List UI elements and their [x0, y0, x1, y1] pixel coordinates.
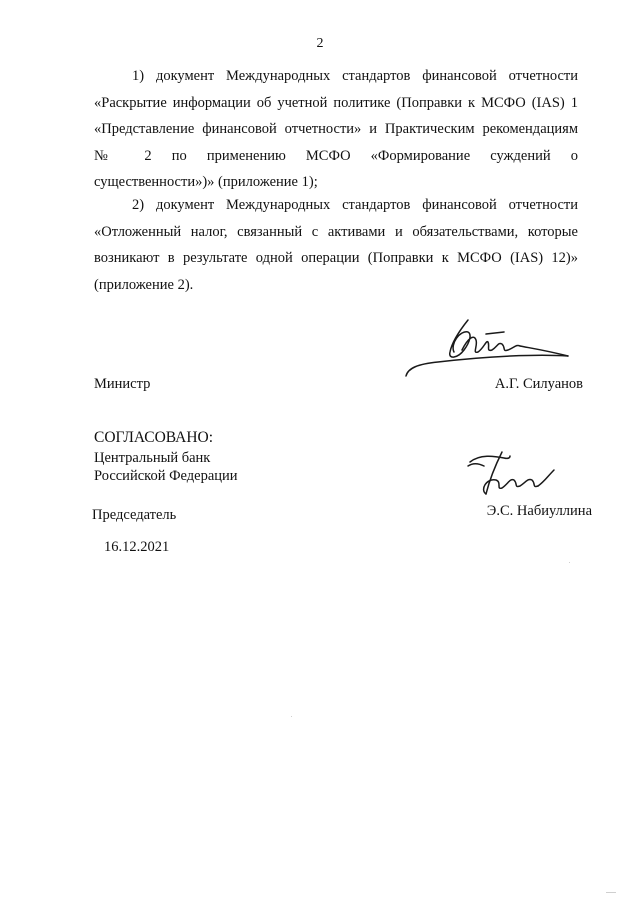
scan-speck — [569, 562, 570, 563]
approved-title: СОГЛАСОВАНО: — [94, 429, 214, 446]
scan-speck — [606, 892, 616, 893]
approval-block — [94, 429, 238, 486]
chair-label: Председатель — [92, 507, 177, 523]
chair-signature — [466, 448, 562, 500]
list-item-2-line-1: 2) документ Международных стандартов финансовой отчетности — [132, 197, 578, 213]
chair-name: Э.С. Набиуллина — [486, 503, 592, 519]
list-item-2-line-3: возникают в результате одной операции (Поправки к МСФО (IAS) 12)» — [94, 250, 578, 266]
page-number: 2 — [316, 36, 324, 51]
list-item-1-line-2: «Раскрытие информации об учетной политике (Поправки к МСФО (IAS) 1 — [94, 94, 578, 111]
list-item-2 — [94, 192, 578, 298]
minister-signature — [398, 312, 578, 384]
list-item-1-line-5: существенности»)» (приложение 1); — [94, 174, 318, 190]
list-item-1 — [94, 63, 578, 196]
approved-org-line-2: Российской Федерации — [94, 468, 238, 484]
minister-label: Министр — [94, 376, 151, 392]
list-item-2-line-4: (приложение 2). — [94, 276, 194, 293]
list-item-1-line-4: № 2 по применению МСФО «Формирование суждений о — [94, 147, 578, 164]
approved-org-line-1: Центральный банк — [94, 449, 211, 466]
list-item-1-line-3: «Представление финансовой отчетности» и Практическим рекомендациям — [94, 121, 578, 137]
date: 16.12.2021 — [104, 539, 170, 555]
list-item-1-line-1: 1) документ Международных стандартов финансовой отчетности — [132, 68, 578, 84]
list-item-2-line-2: «Отложенный налог, связанный с активами и обязательствами, которые — [94, 223, 578, 240]
scan-speck — [291, 716, 292, 717]
minister-name: А.Г. Силуанов — [494, 376, 583, 392]
